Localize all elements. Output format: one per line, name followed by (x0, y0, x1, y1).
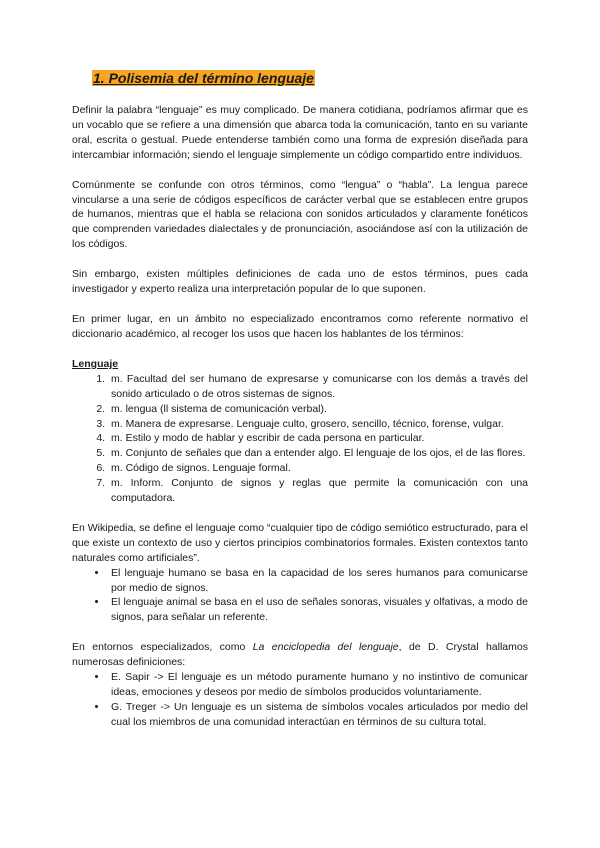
paragraph-definition: Definir la palabra “lenguaje” es muy complicado. De manera cotidiana, podríamos afirmar que es un vocablo que se refiere a una dimensión que abarca toda la comunicación, tanto en su variante oral, escrita o gestual. Puede entenderse también como una forma de expresión diseñada para intercambiar información; siendo el lenguaje simplemente un código compartido entre individuos. (72, 104, 528, 161)
list-item: • G. Treger -> Un lenguaje es un sistema de símbolos vocales articulados por medio del cual los miembros de una comunidad interactúan en términos de su cultura total. (108, 700, 528, 730)
list-item: 4. m. Estilo y modo de hablar y escribir de cada persona en particular. (108, 431, 528, 446)
list-item: • El lenguaje animal se basa en el uso de señales sonoras, visuales y olfativas, a modo de signos, para señalar un referente. (108, 595, 528, 625)
list-item: 5. m. Conjunto de señales que dan a entender algo. El lenguaje de los ojos, el de las flores. (108, 446, 528, 461)
section-heading-text: 1. Polisemia del término lenguaje (93, 70, 314, 86)
paragraph-dictionary-intro: En primer lugar, en un ámbito no especializado encontramos como referente normativo el diccionario académico, al recoger los usos que hacen los hablantes de los términos: (72, 312, 528, 340)
section-heading (92, 70, 528, 86)
list-item: • E. Sapir -> El lenguaje es un método puramente humano y no instintivo de comunicar ideas, emociones y deseos por medio de símbolos producidos voluntariamente. (108, 670, 528, 700)
lenguaje-subheading: Lenguaje (72, 357, 119, 370)
dictionary-definitions-list (72, 372, 528, 506)
crystal-intro-text: En entornos especializados, como (72, 641, 253, 654)
list-item: 2. m. lengua (ll sistema de comunicación verbal). (108, 402, 528, 417)
list-item: 1. m. Facultad del ser humano de expresarse y comunicarse con los demás a través del sonido articulado o de otros sistemas de signos. (108, 372, 528, 402)
paragraph-crystal (72, 640, 528, 670)
list-item: 6. m. Código de signos. Lenguaje formal. (108, 461, 528, 476)
wikipedia-bullet-list (72, 566, 528, 626)
book-title: La enciclopedia del lenguaje (252, 641, 399, 654)
paragraph-wikipedia: En Wikipedia, se define el lenguaje como “cualquier tipo de código semiótico estructurado, para el que existe un contexto de uso y ciertos principios combinatorios formales. Existen contextos tanto naturales como artificiales”. (72, 521, 528, 564)
paragraph-multiple-definitions: Sin embargo, existen múltiples definiciones de cada uno de estos términos, pues cada investigador y experto realiza una interpretación popular de lo que suponen. (72, 268, 528, 296)
paragraph-lengua-habla: Comúnmente se confunde con otros términos, como “lengua” o “habla”. La lengua parece vincularse a una serie de códigos específicos de carácter verbal que se establecen entre grupos de humanos, mientras que el habla se relaciona con sonidos articulados y claramente fonéticos que comprenden variedades dialectales y de pronunciación, asociándose así con la utilización de los códigos. (72, 178, 528, 251)
list-item: 3. m. Manera de expresarse. Lenguaje culto, grosero, sencillo, técnico, forense, vulgar. (108, 417, 528, 432)
crystal-intro-tail: , de D. Crystal hallamos numerosas definiciones: (72, 641, 528, 669)
crystal-bullet-list (72, 670, 528, 730)
list-item: • El lenguaje humano se basa en la capacidad de los seres humanos para comunicarse por medio de signos. (108, 566, 528, 596)
list-item: 7. m. Inform. Conjunto de signos y reglas que permite la comunicación con una computadora. (108, 476, 528, 506)
